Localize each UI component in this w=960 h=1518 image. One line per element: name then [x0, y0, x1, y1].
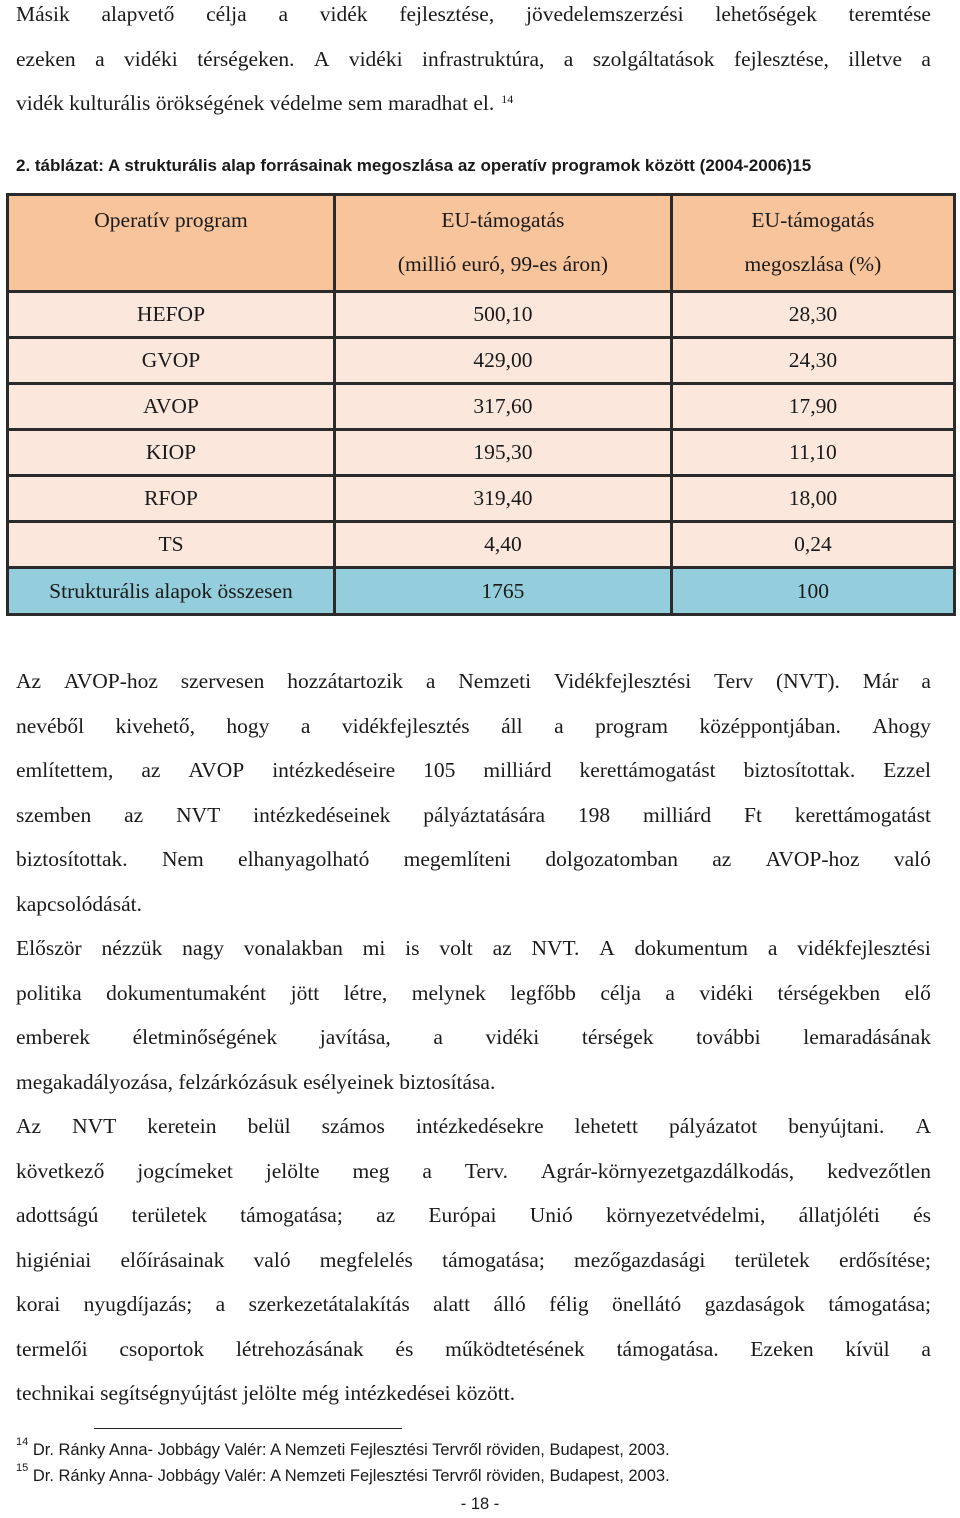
word: fejlesztése,	[733, 46, 829, 71]
share-cell: 0,24	[671, 522, 954, 568]
word: infrastruktúra,	[421, 46, 545, 71]
word: alatt	[433, 1292, 471, 1316]
word: Először	[16, 936, 82, 960]
text-line: megakadályozása, felzárkózásuk esélyeinek biztosítása.	[16, 1069, 496, 1094]
word: a	[921, 46, 931, 71]
table-row	[8, 338, 955, 384]
header-cell	[671, 195, 954, 292]
program-cell: KIOP	[8, 430, 335, 476]
word: adottságú	[16, 1203, 99, 1227]
word: meg	[352, 1158, 390, 1183]
word: vidékfejlesztési	[797, 936, 931, 960]
word: területek	[734, 1247, 810, 1272]
text-line	[16, 1149, 931, 1194]
word: a	[422, 1158, 432, 1183]
word: jövedelemszerzési	[525, 2, 684, 26]
word: a	[215, 1292, 226, 1316]
table-row	[8, 384, 955, 430]
word: térségeken.	[197, 46, 295, 71]
text-line	[16, 81, 931, 126]
word: álló	[493, 1292, 526, 1316]
word: pályáztatására	[423, 802, 546, 827]
share-cell: 24,30	[671, 338, 954, 384]
word: Terv.	[464, 1158, 508, 1183]
text-line	[16, 1327, 931, 1372]
word: a	[425, 669, 436, 693]
word: nagy	[182, 936, 224, 960]
word: a	[665, 980, 675, 1005]
word: mi	[362, 936, 386, 960]
word: vidéki	[699, 980, 754, 1005]
word: elhanyagolható	[238, 847, 370, 871]
word: vidék	[319, 2, 368, 26]
word: Agrár-környezetgazdálkodás,	[540, 1158, 795, 1183]
word: korai	[16, 1292, 61, 1316]
word: javítása,	[319, 1025, 391, 1049]
intro-paragraph	[16, 0, 931, 126]
word: is	[405, 936, 420, 960]
page-number: - 18 -	[460, 1495, 500, 1513]
word: megfelelés	[319, 1247, 413, 1272]
total-label-cell: Strukturális alapok összesen	[8, 568, 335, 615]
footnote-text: Dr. Ránky Anna- Jobbágy Valér: A Nemzeti Fejlesztési Tervről röviden, Budapest, 2003.	[32, 1441, 670, 1459]
text-line	[16, 1104, 931, 1149]
word: kerettámogatást	[794, 802, 931, 827]
word: kedvezőtlen	[827, 1158, 931, 1183]
table-row	[8, 430, 955, 476]
footnote	[16, 1436, 670, 1460]
word: az	[141, 758, 161, 782]
text-line: technikai segítségnyújtást jelölte még intézkedései között.	[16, 1381, 516, 1405]
word: teremtése	[848, 2, 931, 26]
word: politika	[16, 980, 82, 1005]
word: volt	[439, 936, 473, 960]
text-line	[16, 1282, 931, 1327]
word: 198	[577, 802, 611, 827]
word: szervesen	[180, 669, 265, 693]
word: (NVT).	[775, 669, 840, 693]
program-cell: RFOP	[8, 476, 335, 522]
word: A	[313, 46, 330, 71]
amount-cell: 319,40	[334, 476, 671, 522]
word: A	[599, 936, 615, 960]
word: Vidékfejlesztési	[553, 669, 692, 693]
word: való	[893, 847, 931, 871]
word: létre,	[343, 980, 388, 1005]
word: pályázatot	[668, 1114, 758, 1138]
word: NVT	[72, 1114, 117, 1138]
table-row	[8, 476, 955, 522]
word: dokumentumaként	[106, 980, 267, 1005]
word: Másik	[16, 2, 70, 26]
word: AVOP-hoz	[63, 669, 158, 693]
word: fejlesztése,	[399, 2, 495, 26]
word: és	[913, 1203, 931, 1227]
text-line	[16, 1238, 931, 1283]
word: életminőségének	[132, 1025, 278, 1049]
table-total-row	[8, 568, 955, 615]
word: az	[376, 1203, 396, 1227]
word: Az	[16, 669, 42, 693]
word: jelölte	[265, 1158, 320, 1183]
header-line: megoszlása (%)	[744, 252, 882, 276]
word: a	[767, 936, 778, 960]
data-table	[6, 193, 956, 616]
word: higiéniai	[16, 1247, 92, 1272]
word: előírásainak	[120, 1247, 225, 1272]
paragraph-nvt-intro	[16, 659, 931, 926]
footnote-ref: 14	[501, 92, 514, 106]
word: Ezzel	[883, 758, 931, 782]
word: Ezeken	[750, 1336, 814, 1361]
text-line	[16, 971, 931, 1016]
text-line: kapcsolódását.	[16, 891, 142, 916]
word: Az	[16, 1114, 42, 1138]
word: biztosítottak.	[16, 847, 128, 871]
word: térségekben	[777, 980, 881, 1005]
word: vidékfejlesztés	[341, 713, 470, 738]
word: a	[433, 1025, 443, 1049]
word: az	[492, 936, 512, 960]
word: támogatása;	[442, 1247, 545, 1272]
word: keretein	[147, 1114, 217, 1138]
word: említettem,	[16, 758, 114, 782]
header-cell	[8, 195, 335, 292]
text-line	[16, 748, 931, 793]
word: elő	[904, 980, 931, 1005]
word: Nem	[161, 847, 204, 871]
word: intézkedéseinek	[253, 802, 391, 827]
share-cell: 17,90	[671, 384, 954, 430]
word: biztosítottak.	[743, 758, 856, 782]
table-row	[8, 522, 955, 568]
word: területek	[131, 1203, 207, 1227]
word: a	[563, 46, 574, 71]
word: NVT.	[531, 936, 580, 960]
amount-cell: 317,60	[334, 384, 671, 430]
word: NVT	[176, 802, 221, 827]
word: vonalakban	[243, 936, 343, 960]
header-cell	[334, 195, 671, 292]
word: támogatása;	[828, 1292, 931, 1316]
text-line	[16, 926, 931, 971]
text-segment: vidék kulturális örökségének védelme sem maradhat el.	[16, 91, 495, 115]
word: Ft	[744, 802, 762, 827]
word: kívül	[845, 1336, 890, 1361]
word: 105	[423, 758, 456, 782]
word: AVOP	[188, 758, 245, 782]
header-line: Operatív program	[94, 208, 248, 232]
word: támogatása;	[240, 1203, 343, 1227]
footnote-text: Dr. Ránky Anna- Jobbágy Valér: A Nemzeti Fejlesztési Tervről röviden, Budapest, 2003.	[32, 1467, 670, 1485]
text-line	[16, 1015, 931, 1060]
word: áll	[501, 713, 523, 738]
text-line	[16, 0, 931, 37]
word: jött	[290, 980, 320, 1005]
word: legfőbb	[510, 980, 576, 1005]
header-line: (millió euró, 99-es áron)	[397, 252, 608, 276]
amount-cell: 4,40	[334, 522, 671, 568]
word: az	[712, 847, 732, 871]
text-line	[16, 837, 931, 882]
word: A	[915, 1114, 931, 1138]
word: vidéki	[348, 46, 403, 71]
word: dokumentum	[634, 936, 749, 960]
word: lehetett	[574, 1114, 638, 1138]
amount-cell: 195,30	[334, 430, 671, 476]
share-cell: 28,30	[671, 292, 954, 338]
header-line: EU-támogatás	[441, 208, 565, 232]
word: hozzátartozik	[287, 669, 403, 693]
word: a	[554, 713, 564, 738]
table-row	[8, 292, 955, 338]
program-cell: AVOP	[8, 384, 335, 430]
word: erdősítése;	[839, 1247, 931, 1272]
word: Már	[862, 669, 899, 693]
word: szemben	[16, 802, 92, 827]
word: hogy	[226, 713, 270, 738]
word: intézkedéseire	[272, 758, 396, 782]
word: program	[595, 713, 668, 738]
word: Unió	[529, 1203, 573, 1227]
word: csoportok	[119, 1336, 205, 1361]
word: szerkezetátalakítás	[248, 1292, 410, 1316]
word: benyújtani.	[788, 1114, 885, 1138]
total-amount-cell: 1765	[334, 568, 671, 615]
word: nyugdíjazás;	[83, 1292, 193, 1316]
word: Terv	[714, 669, 754, 693]
word: lemaradásának	[803, 1025, 931, 1049]
text-line	[16, 37, 931, 82]
table-caption: 2. táblázat: A strukturális alap forrásainak megoszlása az operatív programok között (2004-2006)15	[16, 156, 812, 175]
word: célja	[206, 2, 247, 26]
word: AVOP-hoz	[765, 847, 860, 871]
word: önellátó	[611, 1292, 682, 1316]
word: a	[278, 2, 288, 26]
footnote-separator	[94, 1428, 402, 1429]
word: célja	[600, 980, 641, 1005]
word: jogcímeket	[137, 1158, 233, 1183]
program-cell: HEFOP	[8, 292, 335, 338]
text-line	[16, 704, 931, 749]
word: megemlíteni	[403, 847, 512, 871]
word: nevéből	[16, 713, 85, 738]
footnote	[16, 1462, 670, 1486]
share-cell: 18,00	[671, 476, 954, 522]
paragraph-nvt-overview	[16, 926, 931, 1104]
amount-cell: 500,10	[334, 292, 671, 338]
word: kivehető,	[115, 713, 195, 738]
word: és	[395, 1336, 414, 1361]
word: térségek	[581, 1025, 654, 1049]
word: való	[253, 1247, 291, 1272]
program-cell: GVOP	[8, 338, 335, 384]
word: további	[696, 1025, 761, 1049]
word: intézkedésekre	[415, 1114, 544, 1138]
word: milliárd	[643, 802, 712, 827]
word: középpontjában.	[699, 713, 841, 738]
word: termelői	[16, 1336, 88, 1361]
paragraph-nvt-measures	[16, 1104, 931, 1416]
word: dolgozatomban	[545, 847, 678, 871]
word: nézzük	[101, 936, 163, 960]
word: emberek	[16, 1025, 91, 1049]
text-line	[16, 1193, 931, 1238]
word: belül	[247, 1114, 291, 1138]
word: következő	[16, 1158, 105, 1183]
total-share-cell: 100	[671, 568, 954, 615]
word: Nemzeti	[458, 669, 532, 693]
word: illetve	[848, 46, 902, 71]
word: az	[124, 802, 144, 827]
header-line: EU-támogatás	[751, 208, 875, 232]
word: működtetésének	[445, 1336, 585, 1361]
word: kerettámogatást	[579, 758, 716, 782]
table-header-row	[8, 195, 955, 292]
word: környezetvédelmi,	[605, 1203, 766, 1227]
word: vidéki	[485, 1025, 540, 1049]
word: mezőgazdasági	[574, 1247, 706, 1272]
word: félig	[549, 1292, 589, 1316]
word: gazdaságok	[704, 1292, 805, 1316]
word: ezeken	[16, 46, 76, 71]
program-cell: TS	[8, 522, 335, 568]
word: melynek	[411, 980, 486, 1005]
word: a	[921, 1336, 931, 1361]
word: vidéki	[124, 46, 178, 71]
text-line	[16, 659, 931, 704]
word: állatjóléti	[798, 1203, 880, 1227]
word: a	[300, 713, 311, 738]
share-cell: 11,10	[671, 430, 954, 476]
word: támogatása.	[616, 1336, 719, 1361]
word: létrehozásának	[235, 1336, 364, 1361]
word: milliárd	[483, 758, 552, 782]
word: lehetőségek	[715, 2, 817, 26]
word: számos	[321, 1114, 385, 1138]
word: Ahogy	[872, 713, 931, 738]
word: a	[921, 669, 931, 693]
word: alapvető	[101, 2, 175, 26]
word: a	[95, 46, 105, 71]
text-line	[16, 793, 931, 838]
word: Európai	[428, 1203, 497, 1227]
footnote-number: 15	[16, 1462, 29, 1474]
word: szolgáltatások	[592, 46, 715, 71]
footnote-number: 14	[16, 1436, 29, 1448]
amount-cell: 429,00	[334, 338, 671, 384]
